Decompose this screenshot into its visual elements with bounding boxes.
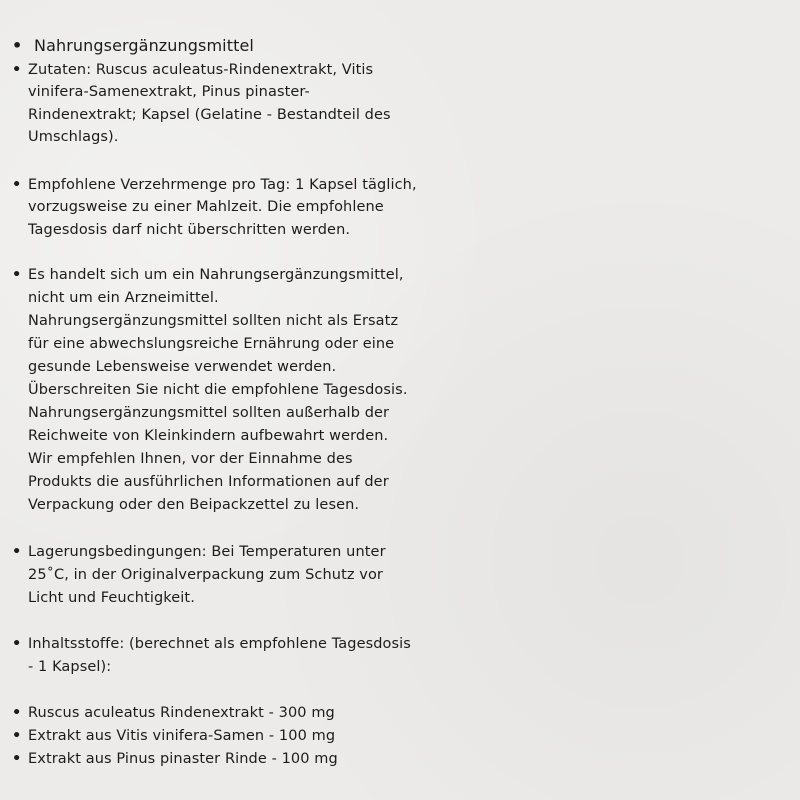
- warning-line: Nahrungsergänzungsmittel sollten nicht als Ersatz: [28, 313, 399, 329]
- contents-item: • Extrakt aus Pinus pinaster Rinde - 100 mg: [28, 748, 338, 770]
- contents-heading-line: • Inhaltsstoffe: (berechnet als empfohlene Tagesdosis: [28, 633, 411, 655]
- ingredients-line: • Zutaten: Ruscus aculeatus-Rindenextrakt, Vitis: [28, 59, 373, 81]
- warning-line: für eine abwechslungsreiche Ernährung oder eine: [28, 336, 395, 352]
- warning-line: Produkts die ausführlichen Informationen auf der: [28, 474, 389, 490]
- dosage-line: • Empfohlene Verzehrmenge pro Tag: 1 Kapsel täglich,: [28, 174, 417, 196]
- product-category-title: • Nahrungsergänzungsmittel: [34, 35, 254, 57]
- storage-line: 25˚C, in der Originalverpackung zum Schutz vor: [28, 567, 383, 583]
- warning-line: Wir empfehlen Ihnen, vor der Einnahme des: [28, 451, 353, 467]
- warning-line: nicht um ein Arzneimittel.: [28, 290, 219, 306]
- warning-line: • Es handelt sich um ein Nahrungsergänzungsmittel,: [28, 264, 404, 286]
- ingredients-line: Umschlags).: [28, 129, 119, 145]
- contents-item: • Extrakt aus Vitis vinifera-Samen - 100 mg: [28, 725, 335, 747]
- ingredients-line: vinifera-Samenextrakt, Pinus pinaster-: [28, 84, 310, 100]
- contents-item: • Ruscus aculeatus Rindenextrakt - 300 mg: [28, 702, 335, 724]
- warning-line: Nahrungsergänzungsmittel sollten außerhalb der: [28, 405, 390, 421]
- storage-line: Licht und Feuchtigkeit.: [28, 590, 195, 606]
- ingredients-line: Rindenextrakt; Kapsel (Gelatine - Bestandteil des: [28, 107, 391, 123]
- warning-line: Verpackung oder den Beipackzettel zu lesen.: [28, 497, 360, 513]
- warning-line: gesunde Lebensweise verwendet werden.: [28, 359, 337, 375]
- warning-line: Reichweite von Kleinkindern aufbewahrt werden.: [28, 428, 389, 444]
- dosage-line: Tagesdosis darf nicht überschritten werden.: [28, 222, 351, 238]
- warning-line: Überschreiten Sie nicht die empfohlene Tagesdosis.: [28, 382, 408, 398]
- storage-line: • Lagerungsbedingungen: Bei Temperaturen unter: [28, 541, 386, 563]
- dosage-line: vorzugsweise zu einer Mahlzeit. Die empfohlene: [28, 199, 384, 215]
- contents-heading-line: - 1 Kapsel):: [28, 659, 112, 675]
